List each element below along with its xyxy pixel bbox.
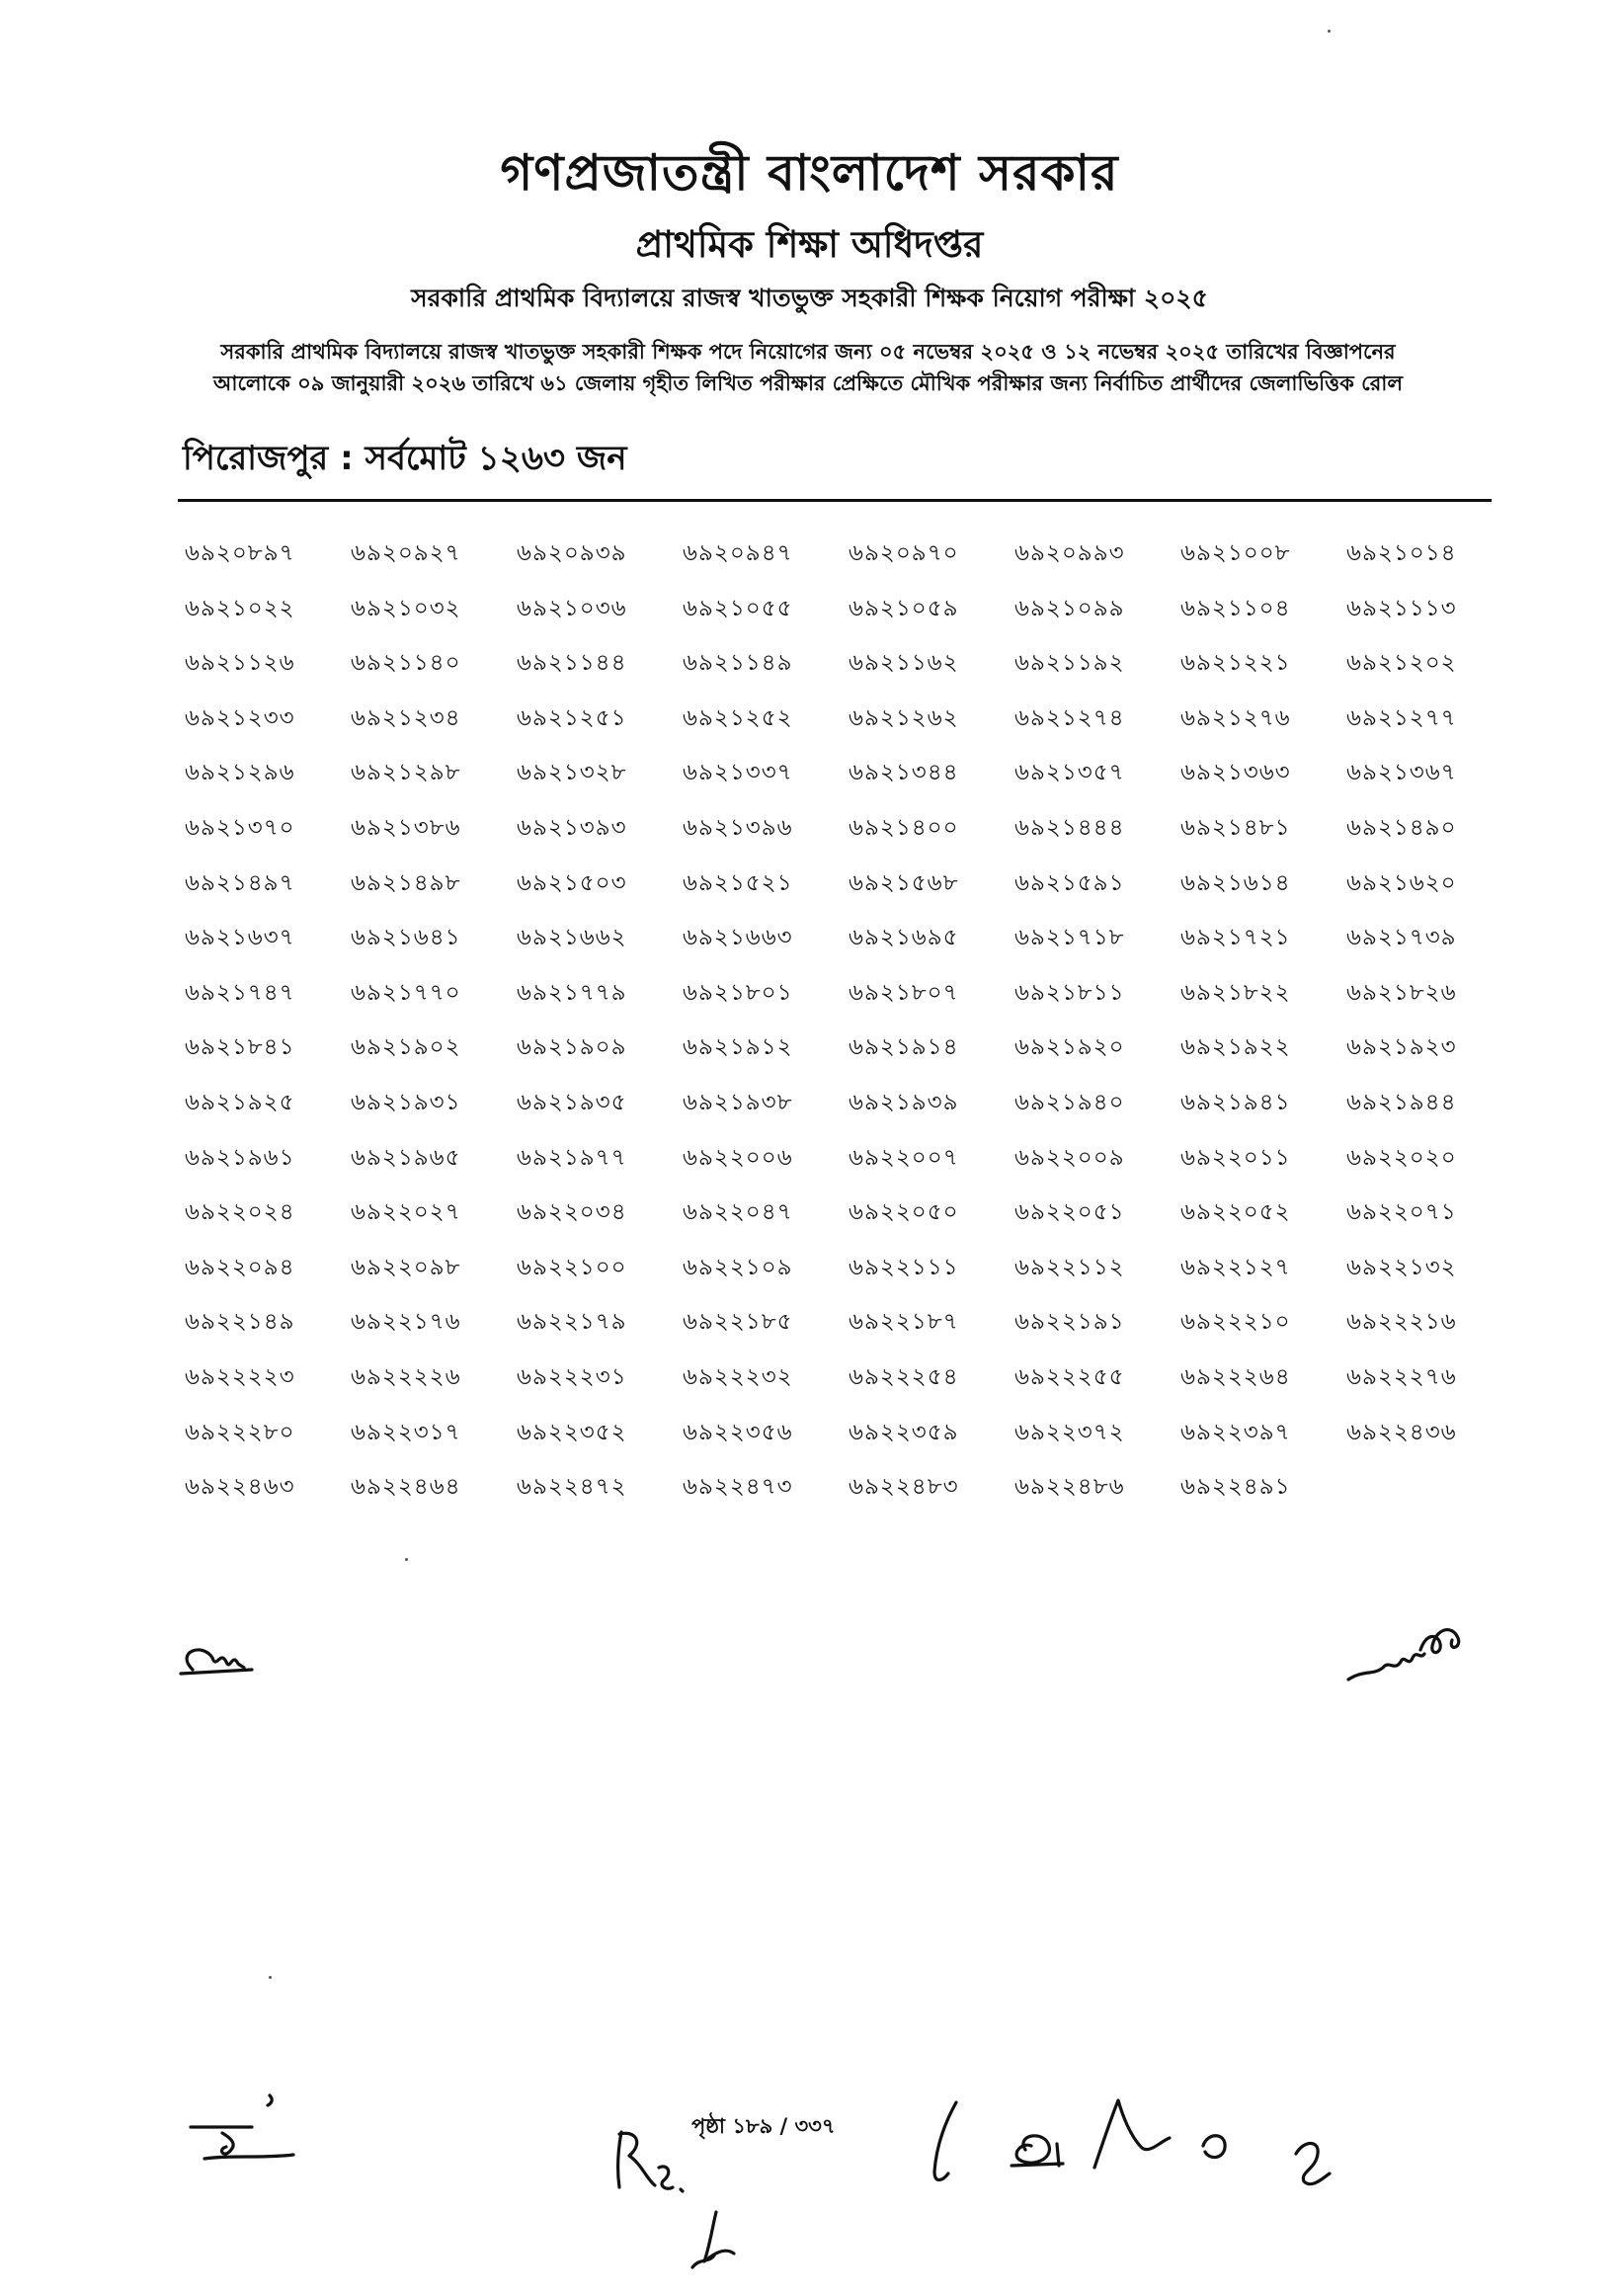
- roll-number: ৬৯২১৬৩৭: [185, 925, 295, 951]
- roll-number-grid: [185, 537, 1498, 1526]
- roll-number: ৬৯২১৯০৯: [517, 1034, 627, 1061]
- roll-number: ৬৯২২১৯১: [1014, 1309, 1125, 1336]
- signature-mark-bottom: [687, 2208, 746, 2277]
- roll-number: ৬৯২১০৫৯: [849, 595, 959, 621]
- roll-number: ৬৯২২০১১: [1180, 1144, 1291, 1171]
- roll-number: ৬৯২১১১৩: [1346, 595, 1457, 621]
- roll-number: ৬৯২১২৫১: [517, 704, 627, 731]
- notice-description: [186, 336, 1430, 399]
- roll-number: ৬৯২২০৫১: [1014, 1199, 1125, 1226]
- roll-number: ৬৯২১৭১৮: [1014, 925, 1125, 951]
- roll-number: ৬৯২১৯৪৪: [1346, 1089, 1457, 1115]
- roll-number: ৬৯২১৩৭০: [185, 814, 295, 841]
- heading-divider: [178, 499, 1492, 502]
- roll-number: ৬৯২১২৯৮: [351, 760, 461, 786]
- roll-number: ৬৯২২৪৬৩: [185, 1474, 295, 1501]
- roll-number: ৬৯২১৭৭০: [351, 979, 461, 1006]
- roll-number: ৬৯২২১৭৯: [517, 1309, 627, 1336]
- roll-number: ৬৯২১৯০২: [351, 1034, 461, 1061]
- roll-number: ৬৯২১৩৩৭: [683, 760, 793, 786]
- roll-number: ৬৯২২০৫২: [1180, 1199, 1291, 1226]
- roll-number: ৬৯২০৯৯৩: [1014, 540, 1125, 566]
- roll-number: ৬৯২১৯৬১: [185, 1144, 295, 1171]
- description-line-2: আলোকে ০৯ জানুয়ারী ২০২৬ তারিখে ৬১ জেলায় গৃহীত লিখিত পরীক্ষার প্রেক্ষিতে মৌখিক পরীক্ষার জন্য নির্বাচিত প্রার্থীদের জেলাভিত্তিক রোল: [212, 371, 1403, 395]
- roll-number: ৬৯২০৮৯৭: [185, 540, 295, 566]
- roll-number: ৬৯২২১৮৫: [683, 1309, 793, 1336]
- roll-number: ৬৯২১০০৮: [1180, 540, 1291, 566]
- roll-number: ৬৯২১২৭৭: [1346, 704, 1457, 731]
- signature-cluster-right: [909, 2094, 1403, 2203]
- roll-number: ৬৯২০৯৭০: [849, 540, 959, 566]
- roll-number: ৬৯২১৪৯৭: [185, 869, 295, 896]
- roll-number: ৬৯২২১৭৬: [351, 1309, 461, 1336]
- roll-number: ৬৯২১৯৪০: [1014, 1089, 1125, 1115]
- roll-number: ৬৯২১১৪০: [351, 650, 461, 677]
- roll-number: ৬৯২০৯৪৭: [683, 540, 793, 566]
- roll-number: ৬৯২২১২৭: [1180, 1254, 1291, 1280]
- roll-number: ৬৯২১৪৯০: [1346, 814, 1457, 841]
- roll-number: ৬৯২২৪৩৬: [1346, 1419, 1457, 1445]
- roll-number: ৬৯২২২৫৫: [1014, 1363, 1125, 1390]
- roll-number: ৬৯২১৮১১: [1014, 979, 1125, 1006]
- description-line-1: সরকারি প্রাথমিক বিদ্যালয়ে রাজস্ব খাতভুক্ত সহকারী শিক্ষক পদে নিয়োগের জন্য ০৫ নভেম্বর ২০২৫ ও ১২ নভেম্বর ২০২৫ তারিখের বিজ্ঞাপনের: [220, 340, 1396, 364]
- roll-number: ৬৯২১০১৪: [1346, 540, 1457, 566]
- roll-number: ৬৯২১৯৩৯: [849, 1089, 959, 1115]
- roll-number: ৬৯২১৯২৩: [1346, 1034, 1457, 1061]
- roll-number: ৬৯২১৮০১: [683, 979, 793, 1006]
- roll-number: ৬৯২১২৩৪: [351, 704, 461, 731]
- roll-number: ৬৯২১৬৯৫: [849, 925, 959, 951]
- roll-number: ৬৯২২২২৩: [185, 1363, 295, 1390]
- roll-number: ৬৯২২০৯৪: [185, 1254, 295, 1280]
- roll-number: ৬৯২১৩৬৩: [1180, 760, 1291, 786]
- roll-number: ৬৯২২২১০: [1180, 1309, 1291, 1336]
- roll-number: ৬৯২১২৩৩: [185, 704, 295, 731]
- roll-number: ৬৯২১৬৪১: [351, 925, 461, 951]
- roll-number: ৬৯২১০৩৬: [517, 595, 627, 621]
- roll-number: ৬৯২২২৬৪: [1180, 1363, 1291, 1390]
- roll-number: ৬৯২১৪০০: [849, 814, 959, 841]
- roll-number: ৬৯২১১৪৪: [517, 650, 627, 677]
- roll-number: ৬৯২২০২০: [1346, 1144, 1457, 1171]
- roll-number: ৬৯২২৩৫৯: [849, 1419, 959, 1445]
- roll-number: ৬৯২২০০৬: [683, 1144, 793, 1171]
- roll-number: ৬৯২১৪৪৪: [1014, 814, 1125, 841]
- roll-number: ৬৯২১৫০৩: [517, 869, 627, 896]
- roll-number: ৬৯২১৩৯৩: [517, 814, 627, 841]
- roll-number: ৬৯২১১৬২: [849, 650, 959, 677]
- government-title: গণপ্রজাতন্ত্রী বাংলাদেশ সরকার: [500, 144, 1119, 202]
- scan-speck: [405, 1558, 408, 1561]
- scan-speck: [1328, 30, 1331, 33]
- roll-number: ৬৯২১৩৯৬: [683, 814, 793, 841]
- roll-number: ৬৯২১৭২১: [1180, 925, 1291, 951]
- roll-number: ৬৯২২০৭১: [1346, 1199, 1457, 1226]
- roll-number: ৬৯২১৬৬৩: [683, 925, 793, 951]
- roll-number: ৬৯২২১১১: [849, 1254, 959, 1280]
- roll-number: ৬৯২২৪৭৩: [683, 1474, 793, 1501]
- roll-number: ৬৯২১৯৩৫: [517, 1089, 627, 1115]
- roll-number: ৬৯২২৪৮৩: [849, 1474, 959, 1501]
- roll-number: ৬৯২১১৪৯: [683, 650, 793, 677]
- roll-number: ৬৯২১৯১২: [683, 1034, 793, 1061]
- roll-number: ৬৯২১৯৩১: [351, 1089, 461, 1115]
- page-number: পৃষ্ঠা ১৮৯ / ৩৩৭: [691, 2114, 836, 2138]
- roll-number: ৬৯২১৮২২: [1180, 979, 1291, 1006]
- roll-number: ৬৯২২০৪৭: [683, 1199, 793, 1226]
- roll-number: ৬৯২১২৭৬: [1180, 704, 1291, 731]
- roll-number: ৬৯২১২৫২: [683, 704, 793, 731]
- roll-number: ৬৯২১৯৩৮: [683, 1089, 793, 1115]
- roll-number: ৬৯২১৬২০: [1346, 869, 1457, 896]
- signature-initial-bottom-left: [183, 2090, 311, 2169]
- roll-number: ৬৯২২৩৫২: [517, 1419, 627, 1445]
- roll-number: ৬৯২২০৩৪: [517, 1199, 627, 1226]
- roll-number: ৬৯২১৩৪৪: [849, 760, 959, 786]
- roll-number: ৬৯২১৫৬৮: [849, 869, 959, 896]
- roll-number: ৬৯২২৪৭২: [517, 1474, 627, 1501]
- roll-number: ৬৯২১৬১৪: [1180, 869, 1291, 896]
- roll-number: ৬৯২২১৪৯: [185, 1309, 295, 1336]
- roll-number: ৬৯২১৭৩৯: [1346, 925, 1457, 951]
- roll-number: ৬৯২২১১২: [1014, 1254, 1125, 1280]
- roll-number: ৬৯২২০৫০: [849, 1199, 959, 1226]
- roll-number: ৬৯২২৩১৭: [351, 1419, 461, 1445]
- roll-number: ৬৯২১৯২২: [1180, 1034, 1291, 1061]
- roll-number: ৬৯২১৩৬৭: [1346, 760, 1457, 786]
- roll-number: ৬৯২১২৯৬: [185, 760, 295, 786]
- district-heading: পিরোজপুর : সর্বমোট ১২৬৩ জন: [183, 439, 627, 478]
- roll-number: ৬৯২২০২৭: [351, 1199, 461, 1226]
- roll-number: ৬৯২১০৩২: [351, 595, 461, 621]
- roll-number: ৬৯২১০৯৯: [1014, 595, 1125, 621]
- roll-number: ৬৯২২১০০: [517, 1254, 627, 1280]
- roll-number: ৬৯২১০৫৫: [683, 595, 793, 621]
- signature-right: [1343, 1610, 1492, 1689]
- roll-number: ৬৯২২২৮০: [185, 1419, 295, 1445]
- roll-number: ৬৯২১৩৮৬: [351, 814, 461, 841]
- roll-number: ৬৯২০৯৩৯: [517, 540, 627, 566]
- roll-number: ৬৯২২২১৬: [1346, 1309, 1457, 1336]
- roll-number: ৬৯২১৯৬৫: [351, 1144, 461, 1171]
- roll-number: ৬৯২১৬৬২: [517, 925, 627, 951]
- roll-number: ৬৯২২০০৭: [849, 1144, 959, 1171]
- department-title: প্রাথমিক শিক্ষা অধিদপ্তর: [635, 223, 984, 266]
- roll-number: ৬৯২২৪৬৪: [351, 1474, 461, 1501]
- roll-number: ৬৯২১৯২৫: [185, 1089, 295, 1115]
- roll-number: ৬৯২১৯২০: [1014, 1034, 1125, 1061]
- roll-number: ৬৯২২২৩১: [517, 1363, 627, 1390]
- roll-number: ৬৯২১০২২: [185, 595, 295, 621]
- scan-speck: [269, 1976, 272, 1979]
- roll-number: ৬৯২২২৩২: [683, 1363, 793, 1390]
- roll-number: ৬৯২২২৭৬: [1346, 1363, 1457, 1390]
- roll-number: ৬৯২১২৬২: [849, 704, 959, 731]
- roll-number: ৬৯২২৩৯৭: [1180, 1419, 1291, 1445]
- roll-number: ৬৯২২২২৬: [351, 1363, 461, 1390]
- roll-number: ৬৯২১৭৭৯: [517, 979, 627, 1006]
- roll-number: ৬৯২২০৯৮: [351, 1254, 461, 1280]
- roll-number: ৬৯২২১০৯: [683, 1254, 793, 1280]
- roll-number: ৬৯২১৩২৮: [517, 760, 627, 786]
- roll-number: ৬৯২২০২৪: [185, 1199, 295, 1226]
- roll-number: ৬৯২২৪৮৬: [1014, 1474, 1125, 1501]
- roll-number: ৬৯২১৪৯৮: [351, 869, 461, 896]
- roll-number: ৬৯২১৯৭৭: [517, 1144, 627, 1171]
- roll-number: ৬৯২১২২১: [1180, 650, 1291, 677]
- roll-number: ৬৯২২১৮৭: [849, 1309, 959, 1336]
- roll-number: ৬৯২১৮৪১: [185, 1034, 295, 1061]
- roll-number: ৬৯২১৪৮১: [1180, 814, 1291, 841]
- roll-number: ৬৯২২২৫৪: [849, 1363, 959, 1390]
- roll-number: ৬৯২১৮২৬: [1346, 979, 1457, 1006]
- roll-number: ৬৯২১৫৯১: [1014, 869, 1125, 896]
- roll-number: ৬৯২২৪৯১: [1180, 1474, 1291, 1501]
- roll-number: ৬৯২১২৭৪: [1014, 704, 1125, 731]
- roll-number: ৬৯২১৭৪৭: [185, 979, 295, 1006]
- roll-number: ৬৯২২৩৫৬: [683, 1419, 793, 1445]
- roll-number: ৬৯২২৩৭২: [1014, 1419, 1125, 1445]
- roll-number: ৬৯২১১০৪: [1180, 595, 1291, 621]
- roll-number: ৬৯২১৯৪১: [1180, 1089, 1291, 1115]
- roll-number: ৬৯২২০০৯: [1014, 1144, 1125, 1171]
- roll-number: ৬৯২১৯১৪: [849, 1034, 959, 1061]
- roll-number: ৬৯২০৯২৭: [351, 540, 461, 566]
- roll-number: ৬৯২১৫২১: [683, 869, 793, 896]
- roll-number: ৬৯২১২০২: [1346, 650, 1457, 677]
- exam-title: সরকারি প্রাথমিক বিদ্যালয়ে রাজস্ব খাতভুক্ত সহকারী শিক্ষক নিয়োগ পরীক্ষা ২০২৫: [411, 284, 1208, 312]
- roll-number: ৬৯২১১২৬: [185, 650, 295, 677]
- roll-number: ৬৯২১৮০৭: [849, 979, 959, 1006]
- roll-number: ৬৯২২১৩২: [1346, 1254, 1457, 1280]
- signature-initials-left: [173, 1640, 262, 1689]
- roll-number: ৬৯২১৩৫৭: [1014, 760, 1125, 786]
- roll-number: ৬৯২১১৯২: [1014, 650, 1125, 677]
